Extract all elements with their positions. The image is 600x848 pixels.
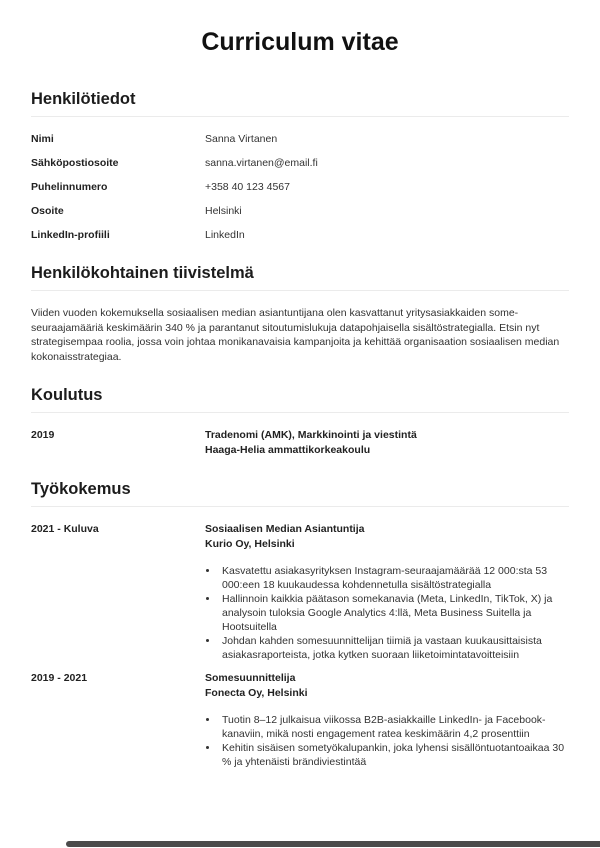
job-period: 2019 - 2021: [31, 672, 88, 684]
job-bullet: • Hallinnoin kaikkia päätason somekanavia (Meta, LinkedIn, TikTok, X) ja analysoin tuloksia Google Analytics 4:llä, Meta Business Suitella ja Hootsuitella: [219, 592, 569, 634]
job-bullet: • Tuotin 8–12 julkaisua viikossa B2B-asiakkaille LinkedIn- ja Facebook-kanaviin, mikä nosti engagement ratea keskimäärin 4,2 prosenttiin: [219, 713, 569, 741]
job-details: [205, 671, 569, 769]
education-school: Haaga-Helia ammattikorkeakoulu: [205, 444, 371, 456]
info-value: Sanna Virtanen: [205, 133, 278, 145]
phone-value: +358 40 123 4567: [205, 181, 290, 193]
job-entry: [31, 671, 569, 769]
info-row-name: [31, 132, 569, 146]
education-entry: [31, 428, 569, 458]
education-degree: Tradenomi (AMK), Markkinointi ja viestintä: [205, 429, 417, 441]
info-row-phone: [31, 180, 569, 194]
section-heading-summary: Henkilökohtainen tiivistelmä: [31, 264, 569, 291]
info-label: Sähköpostiosoite: [31, 157, 119, 169]
info-label: LinkedIn-profiili: [31, 229, 110, 241]
job-company: Kurio Oy, Helsinki: [205, 538, 295, 550]
education-details: [205, 428, 569, 458]
address-value: Helsinki: [205, 205, 242, 217]
job-bullet-list: [205, 713, 569, 769]
email-value: sanna.virtanen@email.fi: [205, 157, 318, 169]
linkedin-link[interactable]: LinkedIn: [205, 229, 245, 241]
job-company: Fonecta Oy, Helsinki: [205, 687, 308, 699]
section-heading-education: Koulutus: [31, 386, 569, 413]
info-row-linkedin: [31, 228, 569, 242]
section-heading-personal: Henkilötiedot: [31, 90, 569, 117]
info-row-address: [31, 204, 569, 218]
job-bullet: • Kehitin sisäisen sometyökalupankin, joka lyhensi sisällöntuotantoaikaa 30 % ja yhtenäisti brändiviestintää: [219, 741, 569, 769]
job-title: Sosiaalisen Median Asiantuntija: [205, 523, 365, 535]
job-details: [205, 522, 569, 662]
personal-info-list: [31, 132, 569, 242]
job-bullet-list: [205, 564, 569, 662]
info-label: Puhelinnumero: [31, 181, 108, 193]
job-bullet: • Johdan kahden somesuunnittelijan tiimiä ja vastaan kuukausittaisista asiakasraporteista, jotka kytken suoraan liiketoimintatavoitteisiin: [219, 634, 569, 662]
horizontal-scrollbar-thumb[interactable]: [66, 841, 600, 847]
job-title: Somesuunnittelija: [205, 672, 296, 684]
info-label: Osoite: [31, 205, 64, 217]
job-entry: [31, 522, 569, 662]
job-period: 2021 - Kuluva: [31, 523, 99, 535]
page-title: Curriculum vitae: [201, 28, 399, 56]
summary-paragraph: Viiden vuoden kokemuksella sosiaalisen median asiantuntijana olen kasvattanut yritysasiakkaiden some-seuraajamääriä keskimäärin 340 % ja parantanut sitoutumislukuja datapohjaisella sisältöstrategialla. Etsin nyt strategisempaa roolia, jossa voin johtaa monikanavaisia kampanjoita ja kehittää organisaation sosiaalisen median kokonaisstrategiaa.: [31, 307, 560, 363]
info-label: Nimi: [31, 133, 54, 145]
info-row-email: [31, 156, 569, 170]
section-heading-experience: Työkokemus: [31, 480, 569, 507]
education-period: 2019: [31, 429, 55, 441]
job-bullet: • Kasvatettu asiakasyrityksen Instagram-seuraajamäärää 12 000:sta 53 000:een 18 kuukaudessa kohdennetulla sisältöstrategialla: [219, 564, 569, 592]
